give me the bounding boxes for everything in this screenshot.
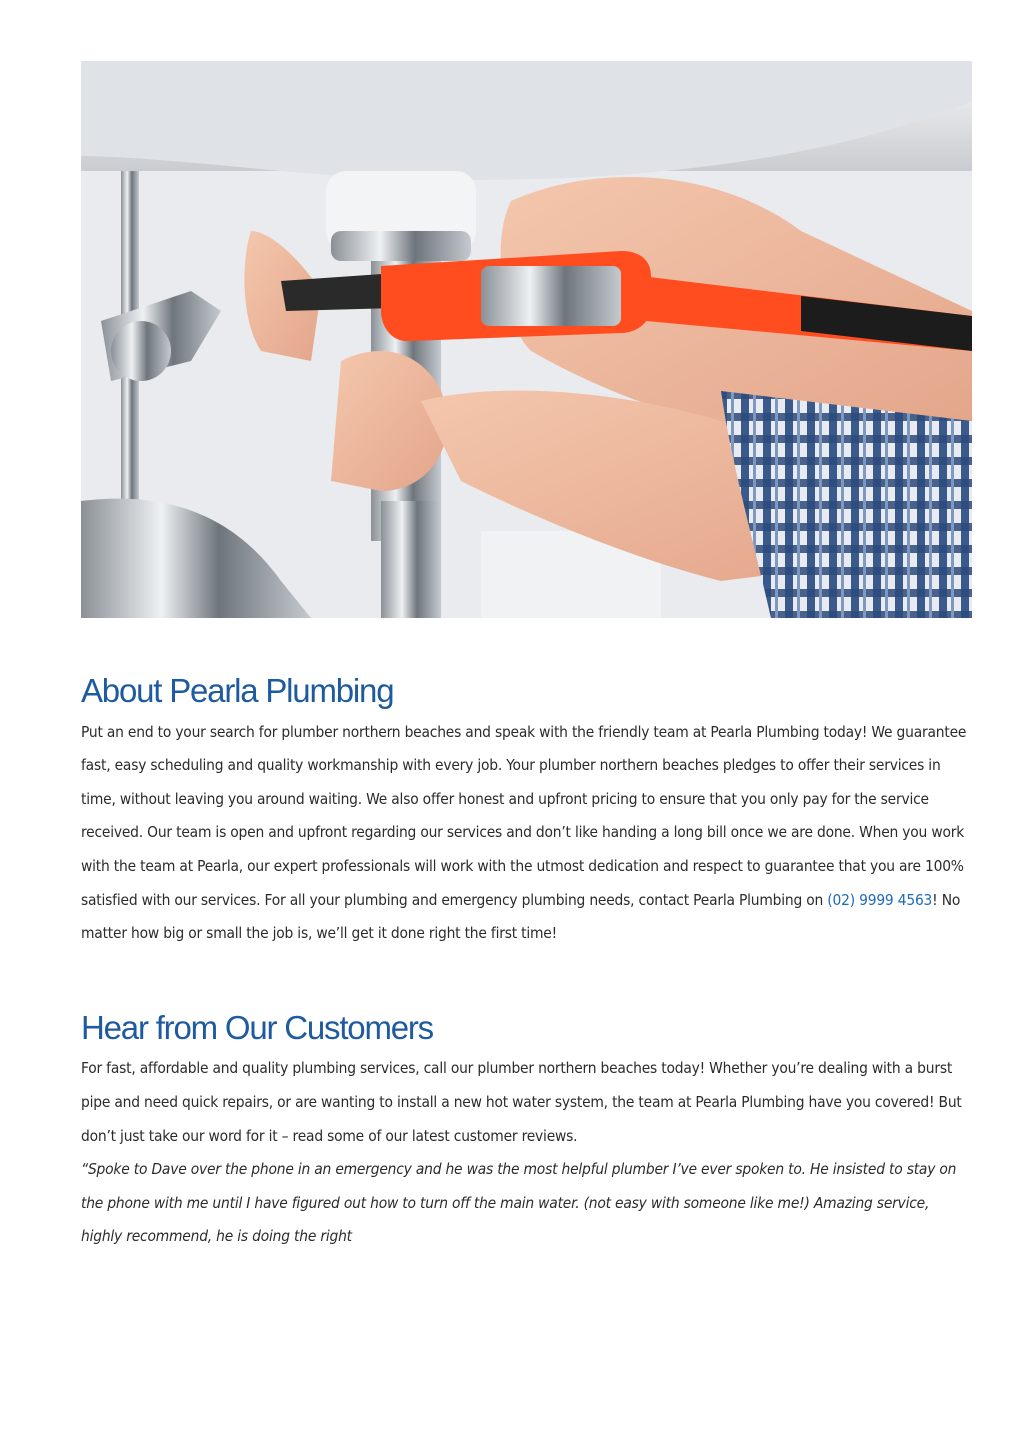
plumber-illustration [81, 61, 972, 618]
page-content [81, 61, 972, 1254]
customer-review-quote: “Spoke to Dave over the phone in an emergency and he was the most helpful plumber I’ve ever spoken to. He insisted to stay on the phone with me until I have figured out how to turn off the main water. (not easy with someone like me!) Amazing service, highly recommend, he is doing the right [81, 1160, 957, 1246]
customers-heading: Hear from Our Customers [81, 1008, 433, 1046]
phone-link[interactable]: (02) 9999 4563 [827, 890, 933, 909]
about-text-part-2: ! No matter how big or small the job is, we’ll get it done right the first time! [81, 890, 961, 943]
about-heading: About Pearla Plumbing [81, 672, 394, 709]
about-paragraph [81, 716, 972, 951]
about-text-part-1: Put an end to your search for plumber northern beaches and speak with the friendly team at Pearla Plumbing today! We guarantee fast, easy scheduling and quality workmanship with every job. Your plumber northern beaches pledges to offer their services in time, without leaving you around waiting. We also offer honest and upfront pricing to ensure that you only pay for the service received. Our team is open and upfront regarding our services and don’t like handing a long bill once we are done. When you work with the team at Pearla, our expert professionals will work with the utmost dedication and respect to guarantee that you are 100% satisfied with our services. For all your plumbing and emergency plumbing needs, contact Pearla Plumbing on [81, 722, 967, 909]
customers-intro: For fast, affordable and quality plumbing services, call our plumber northern beaches today! Whether you’re dealing with a burst pipe and need quick repairs, or are wanting to install a new hot water system, the team at Pearla Plumbing have you covered! But don’t just take our word for it – read some of our latest customer reviews. [81, 1059, 962, 1145]
hero-image-plumber-wrench [81, 61, 972, 618]
